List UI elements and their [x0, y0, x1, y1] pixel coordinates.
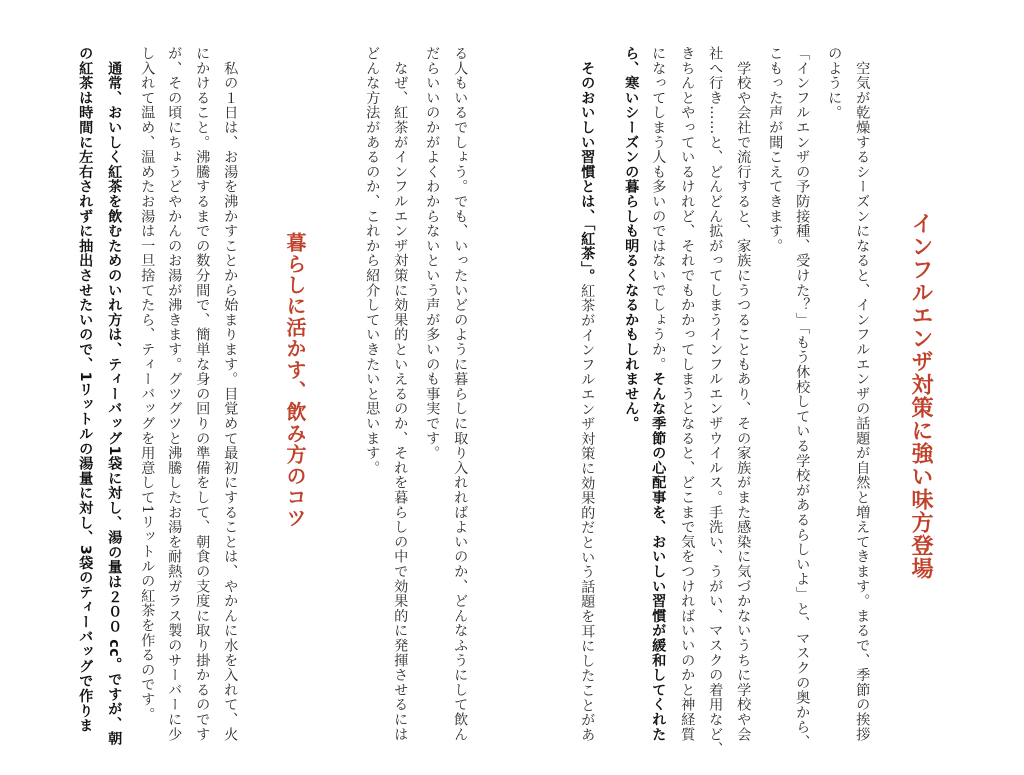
text-column: [680, 46, 694, 742]
text-column: [651, 46, 665, 742]
text-run: だらいいのかがよくわからないという声が多いのも事実です。: [424, 46, 441, 461]
text-run: 空気が乾燥するシーズンになると、インフルエンザの話題が自然と増えてきます。まるで、季節の挨拶: [854, 46, 871, 742]
article-title: インフルエンザ対策に強い味方登場: [908, 212, 934, 580]
text-column: [855, 46, 869, 742]
text-run: 「インフルエンザの予防接種、受けた？」「もう休校している学校があるらしいよ」と、マスクの奥から、: [794, 46, 811, 750]
text-run: が、その頃にちょうどやかんのお湯が沸きます。グツグツと沸騰したお湯を耐熱ガラス製のサーバーに少: [166, 46, 183, 742]
text-run: なぜ、紅茶がインフルエンザ対策に効果的といえるのか、それを暮らしの中で効果的に発揮させるには: [392, 46, 409, 742]
text-column: [768, 46, 782, 253]
text-column: [827, 46, 841, 120]
text-column: [736, 46, 750, 742]
text-column: [140, 46, 154, 722]
text-run: 私の１日は、お湯を沸かすことから始まります。目覚めて最初にすることは、やかんに水を入れて、火: [222, 46, 239, 742]
bold-text-run: 通常、おいしく紅茶を飲むためのいれ方は、ティーバッグ1袋に対し、湯の量は２００ cc。ですが、朝: [106, 46, 123, 747]
text-run: どんな方法があるのか、これから紹介していきたいと思います。: [364, 46, 381, 476]
text-column: [223, 46, 237, 742]
text-run: になってしまう人も多いのではないでしょうか。: [650, 46, 667, 372]
text-run: 社へ行き……と、どんどん拡がってしまうインフルエンザウイルス。手洗い、うがい、マスクの着用など、: [707, 46, 724, 757]
text-column: [795, 46, 809, 749]
text-run: こもった声が聞こえてきます。: [767, 46, 784, 254]
text-column: [580, 46, 594, 742]
text-run: 学校や会社で流行すると、家族にうつることもあり、その家族がまた感染に気づかないうちに学校や会: [735, 46, 752, 742]
text-column: [365, 46, 379, 475]
text-column: [78, 46, 92, 733]
text-run: にかけること。沸騰するまでの数分間で、簡単な身の回りの準備をして、朝食の支度に取り掛かるのです: [194, 46, 211, 742]
section-heading: 暮らしに活かす、飲み方のコツ: [283, 232, 307, 529]
bold-text-run: そのおいしい習慣とは、「紅茶」。: [579, 46, 596, 284]
bold-text-run: ら、寒いシーズンの暮らしも明るくなるかもしれません。: [623, 46, 640, 431]
text-column: [425, 46, 439, 460]
text-column: [195, 46, 209, 742]
text-run: きちんとやっているけれど、それでもかかってしまうとなると、どこまで気をつければいいのかと神経質: [679, 46, 696, 742]
text-run: のように。: [826, 46, 843, 120]
text-column: [107, 46, 121, 746]
bold-text-run: の紅茶は時間に左右されずに抽出させたいので、1リットルの湯量に対し、3袋のティーバッグで作りま: [77, 46, 94, 733]
text-column: [453, 46, 467, 742]
text-column: [167, 46, 181, 742]
text-run: 紅茶がインフルエンザ対策に効果的だという話題を耳にしたことがあ: [579, 283, 596, 743]
text-column: [708, 46, 722, 756]
bold-text-run: そんな季節の心配事を、おいしい習慣が緩和してくれた: [650, 371, 667, 742]
text-column: [393, 46, 407, 742]
text-column: [624, 46, 638, 431]
text-run: る人もいるでしょう。でも、いったいどのように暮らしに取り入れればよいのか、どんなふうにして飲ん: [452, 46, 469, 742]
text-run: し入れて温め、温めたお湯は一旦捨てたら、ティーバッグを用意して1リットルの紅茶を作るのです。: [139, 46, 156, 722]
